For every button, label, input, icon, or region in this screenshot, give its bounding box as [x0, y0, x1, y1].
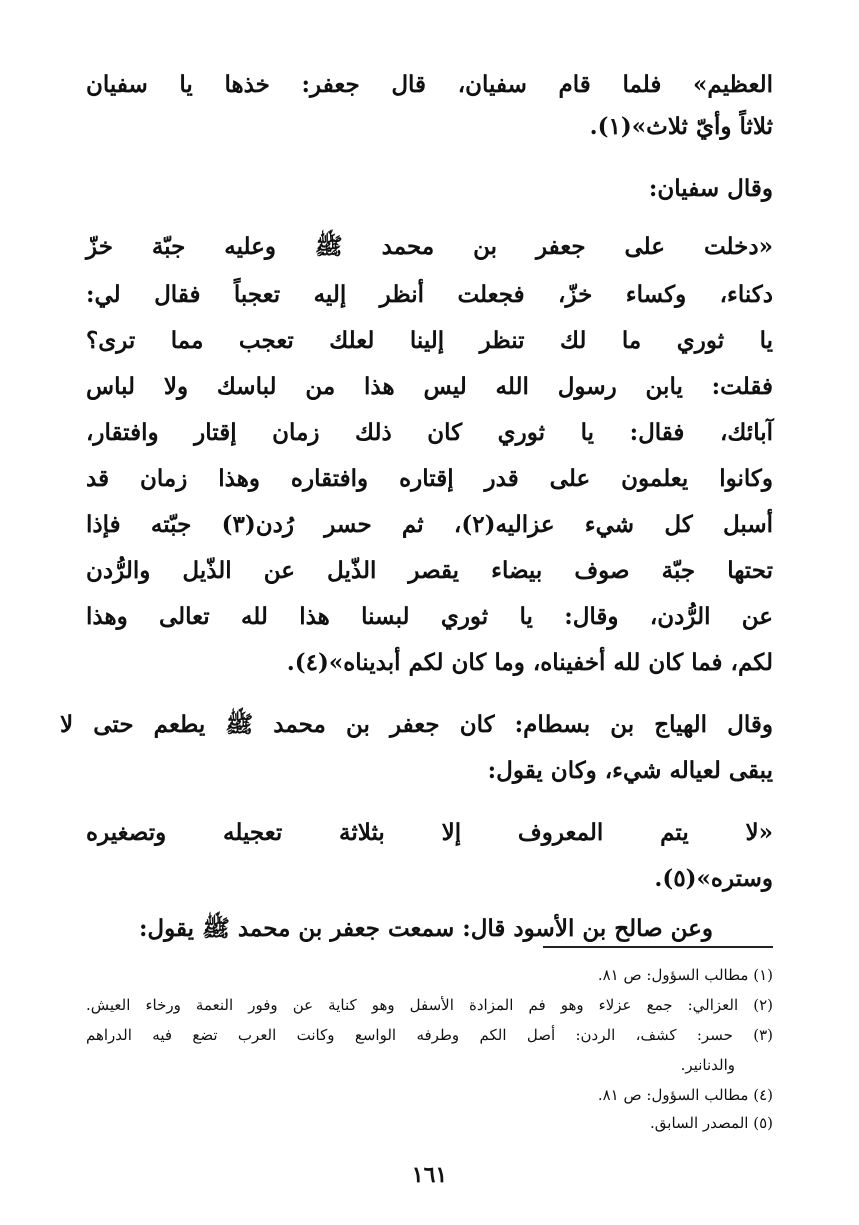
quote-line: «لا يتم المعروف إلا بثلاثة تعجيله وتصغيره [86, 819, 773, 846]
quote-line: فقلت: يابن رسول الله ليس هذا من لباسك ولا لباس [86, 373, 773, 400]
quote-line: آبائك، فقال: يا ثوري كان ذلك زمان إقتار وافتقار، [86, 419, 773, 446]
text-line: ثلاثاً وأيّ ثلاث»(١). [589, 113, 773, 140]
page-number: ١٦١ [411, 1162, 448, 1188]
footnote: (٣) حسر: كشف، الردن: أصل الكم وطرفه الواسع وكانت العرب تضع فيه الدراهم [86, 1026, 773, 1044]
footnote: (٤) مطالب السؤول: ص ٨١. [597, 1086, 773, 1104]
text-line: وعن صالح بن الأسود قال: سمعت جعفر بن محمد ﷺ يقول: [138, 915, 713, 942]
text-line: العظيم» فلما قام سفيان، قال جعفر: خذها يا سفيان [86, 71, 773, 98]
footnote: (٢) العزالي: جمع عزلاء وهو فم المزادة الأسفل وهو كناية عن وفور النعمة ورخاء العيش. [86, 996, 773, 1014]
quote-line: أسبل كل شيء عزاليه(٢)، ثم حسر رُدن(٣) جبّته فإذا [86, 511, 773, 538]
quote-line: وستره»(٥). [654, 865, 773, 892]
quote-line: وكانوا يعلمون على قدر إقتاره وافتقاره وهذا زمان قد [86, 465, 773, 492]
quote-line: دكناء، وكساء خزّ، فجعلت أنظر إليه تعجباً فقال لي: [86, 281, 773, 308]
text-line: وقال الهياج بن بسطام: كان جعفر بن محمد ﷺ يطعم حتى لا [60, 711, 773, 738]
footnote-continuation: والدنانير. [680, 1056, 735, 1074]
quote-line: تحتها جبّة صوف بيضاء يقصر الذّيل عن الذّيل والرُّدن [86, 557, 773, 584]
quote-line: لكم، فما كان لله أخفيناه، وما كان لكم أبديناه»(٤). [286, 649, 773, 676]
footnote-rule [543, 946, 773, 948]
quote-line: «دخلت على جعفر بن محمد ﷺ وعليه جبّة خزّ [86, 233, 773, 260]
footnote: (١) مطالب السؤول: ص ٨١. [597, 966, 773, 984]
footnote: (٥) المصدر السابق. [650, 1114, 773, 1132]
quote-line: يا ثوري ما لك تنظر إلينا لعلك تعجب مما ترى؟ [86, 327, 773, 354]
text-line: يبقى لعياله شيء، وكان يقول: [487, 757, 773, 784]
text-line: وقال سفيان: [648, 175, 773, 202]
quote-line: عن الرُّدن، وقال: يا ثوري لبسنا هذا لله تعالى وهذا [86, 603, 773, 630]
